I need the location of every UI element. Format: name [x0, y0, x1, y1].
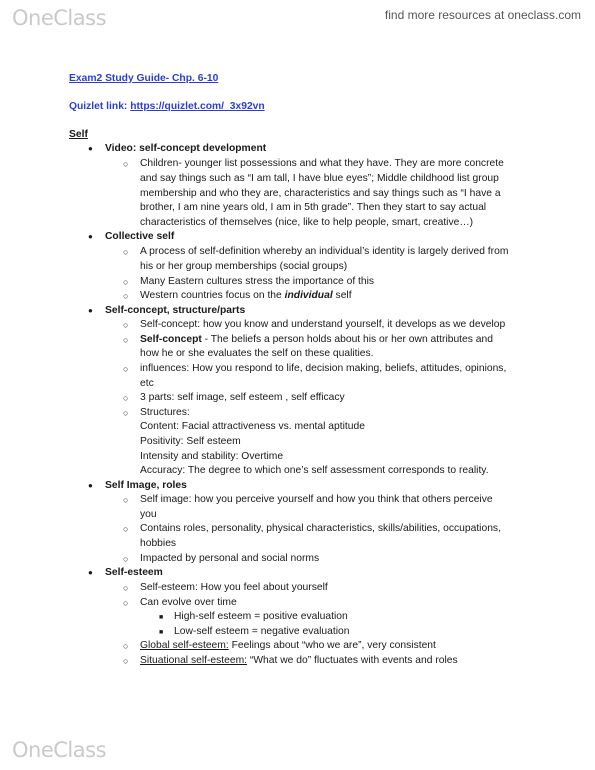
high-self-esteem: ■ High-self esteem = positive evaluation [174, 610, 348, 625]
bullet-collective-heading: ● Collective self [105, 230, 174, 245]
low-self-esteem: ■ Low-self esteem = negative evaluation [174, 625, 349, 640]
video-line-4: brother, I am nine years old, I am in 5th grade”. Then they start to say actual [140, 202, 487, 213]
contains-line-1: ○ Contains roles, personality, physical characteristics, skills/abilities, occupations, [140, 522, 501, 537]
contains-line-2: hobbies [140, 538, 177, 549]
quizlet-link[interactable]: https://quizlet.com/_3x92vn [130, 101, 265, 112]
structure-intensity: Intensity and stability: Overtime [140, 451, 284, 462]
quizlet-link-label: Quizlet link: [69, 101, 131, 112]
bullet-image-heading: ● Self Image, roles [105, 479, 187, 494]
structure-content: Content: Facial attractiveness vs. mental aptitude [140, 421, 365, 432]
evolve-over-time: ○ Can evolve over time [140, 596, 237, 611]
self-concept-definition [140, 333, 493, 348]
document-title: Exam2 Study Guide- Chp. 6-10 [69, 73, 219, 84]
self-image-line-1: ○ Self image: how you perceive yourself and how you think that others perceive [140, 493, 493, 508]
eastern-cultures: ○ Many Eastern cultures stress the importance of this [140, 275, 374, 290]
influences-line-1: ○ influences: How you respond to life, decision making, beliefs, attitudes, opinions, [140, 362, 506, 377]
oneclass-logo[interactable]: OneClass [12, 6, 107, 30]
bullet-video-heading: ● Video: self-concept development [105, 142, 266, 157]
influences-line-2: etc [140, 378, 154, 389]
western-pre: Western countries focus on the [140, 290, 285, 301]
collective-line-1: ○ A process of self-definition whereby an individual’s identity is largely derived from [140, 245, 508, 260]
situational-rest: “What we do” fluctuates with events and roles [247, 655, 458, 666]
structures-label: ○ Structures: [140, 406, 190, 421]
esteem-feel: ○ Self-esteem: How you feel about yourself [140, 581, 328, 596]
global-term: Global self-esteem: [140, 640, 229, 651]
bullet-structure-heading: ● Self-concept, structure/parts [105, 304, 245, 319]
video-line-1: ○ Children- younger list possessions and what they have. They are more concrete [140, 157, 504, 172]
western-post: self [332, 290, 352, 301]
situational-term: Situational self-esteem: [140, 655, 248, 666]
video-line-3: membership and who they are, characteristics and say things such as “I have a [140, 188, 501, 199]
structure-positivity: Positivity: Self esteem [140, 436, 241, 447]
self-concept-understand: ○ Self-concept: how you know and understand yourself, it develops as we develop [140, 318, 505, 333]
western-emphasis: individual [284, 290, 333, 301]
quizlet-link-line [69, 100, 265, 115]
self-concept-def-rest: - The beliefs a person holds about his or her own attributes and [201, 334, 493, 345]
structure-accuracy: Accuracy: The degree to which one’s self assessment corresponds to reality. [140, 465, 489, 476]
global-rest: Feelings about “who we are”, very consistent [228, 640, 436, 651]
video-line-2: and say things such as “I am tall, I have blue eyes”; Middle childhood list group [140, 173, 499, 184]
self-image-line-2: you [140, 509, 157, 520]
bullet-esteem-heading: ● Self-esteem [105, 566, 163, 581]
western-countries [140, 289, 352, 304]
video-line-5: characteristics of themselves (nice, like to help people, smart, creative…) [140, 217, 474, 228]
situational-self-esteem [140, 654, 458, 669]
collective-line-2: his or her group memberships (social groups) [140, 261, 348, 272]
three-parts: ○ 3 parts: self image, self esteem , self efficacy [140, 391, 345, 406]
self-concept-definition-2: how he or she evaluates the self on these qualities. [140, 348, 374, 359]
global-self-esteem [140, 639, 436, 654]
header-tagline[interactable]: find more resources at oneclass.com [384, 8, 581, 22]
section-heading-self: Self [69, 129, 88, 140]
oneclass-logo-footer[interactable]: OneClass [12, 738, 107, 762]
impacted-norms: ○ Impacted by personal and social norms [140, 552, 319, 567]
self-concept-term: Self-concept [140, 334, 202, 345]
